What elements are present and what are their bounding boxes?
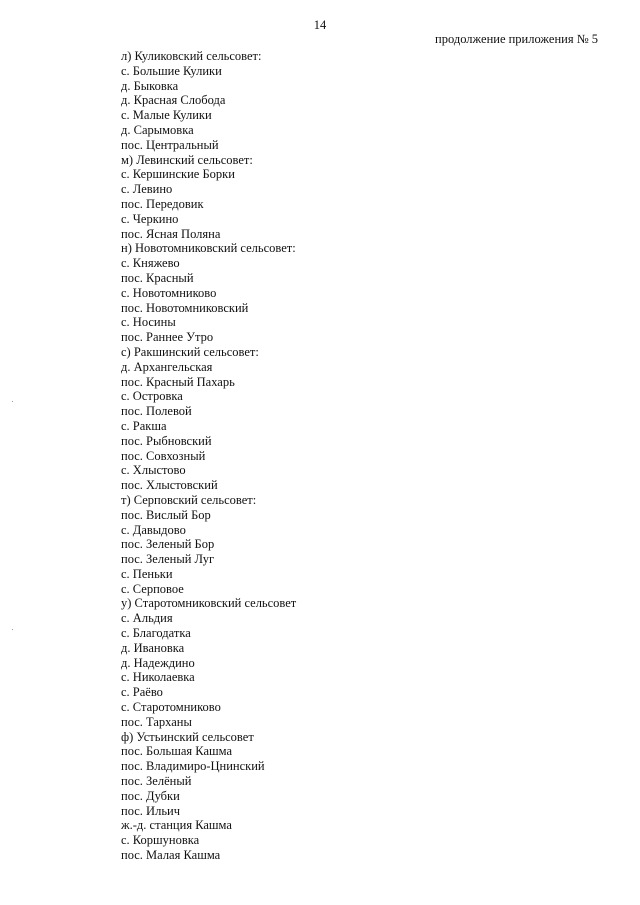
settlement-item: д. Быковка (121, 78, 179, 93)
settlement-item: пос. Центральный (121, 137, 219, 152)
selsovet-heading: м) Левинский сельсовет: (121, 152, 253, 167)
settlement-item: ж.-д. станция Кашма (121, 818, 232, 833)
selsovet-heading: у) Старотомниковский сельсовет (121, 596, 297, 611)
settlement-item: с. Левино (121, 182, 173, 197)
selsovet-heading: с) Ракшинский сельсовет: (121, 344, 259, 359)
selsovet-heading: н) Новотомниковский сельсовет: (121, 241, 296, 256)
settlement-item: с. Ракша (121, 418, 167, 433)
settlement-item: с. Островка (121, 389, 183, 404)
settlement-item: пос. Дубки (121, 788, 180, 803)
settlement-item: с. Большие Кулики (121, 63, 222, 78)
settlement-item: с. Давыдово (121, 522, 186, 537)
settlement-item: с. Старотомниково (121, 700, 221, 715)
settlement-item: пос. Зелёный (121, 774, 192, 789)
margin-mark (12, 401, 13, 402)
settlement-item: пос. Тарханы (121, 714, 192, 729)
settlement-item: пос. Совхозный (121, 448, 206, 463)
settlement-item: д. Архангельская (121, 359, 213, 374)
settlement-item: пос. Красный (121, 270, 194, 285)
settlement-item: д. Надеждино (121, 655, 195, 670)
settlement-item: пос. Ильич (121, 803, 180, 818)
settlement-item: пос. Красный Пахарь (121, 374, 235, 389)
appendix-continuation-label: продолжение приложения № 5 (435, 32, 598, 46)
settlement-item: с. Николаевка (121, 670, 195, 685)
settlement-item: пос. Передовик (121, 196, 204, 211)
settlement-item: пос. Владимиро-Цнинский (121, 759, 265, 774)
settlement-item: пос. Большая Кашма (121, 744, 233, 759)
settlement-item: д. Сарымовка (121, 122, 194, 137)
settlement-item: с. Носины (121, 315, 176, 330)
settlement-item: пос. Зеленый Луг (121, 552, 215, 567)
selsovet-heading: ф) Устьинский сельсовет (121, 729, 254, 744)
settlement-item: пос. Рыбновский (121, 433, 212, 448)
selsovet-heading: т) Серповский сельсовет: (121, 492, 257, 507)
settlement-item: пос. Зеленый Бор (121, 537, 215, 552)
margin-mark (12, 629, 13, 630)
settlement-item: с. Пеньки (121, 566, 173, 581)
settlement-item: пос. Малая Кашма (121, 848, 221, 863)
settlement-item: с. Благодатка (121, 626, 191, 641)
selsovet-heading: л) Куликовский сельсовет: (121, 49, 262, 63)
settlement-item: пос. Ясная Поляна (121, 226, 221, 241)
settlement-item: д. Красная Слобода (121, 93, 226, 108)
settlement-item: с. Альдия (121, 611, 173, 626)
page-number: 14 (313, 18, 327, 32)
settlement-item: пос. Раннее Утро (121, 330, 214, 345)
settlement-item: с. Раёво (121, 685, 163, 700)
settlement-item: с. Серповое (121, 581, 184, 596)
settlement-item: пос. Новотомниковский (121, 300, 249, 315)
settlement-item: пос. Вислый Бор (121, 507, 211, 522)
settlement-item: с. Кершинские Борки (121, 167, 235, 182)
settlement-item: с. Новотомниково (121, 285, 217, 300)
settlement-list (121, 49, 296, 863)
settlement-item: с. Княжево (121, 256, 180, 271)
settlement-item: с. Малые Кулики (121, 108, 212, 123)
settlement-item: д. Ивановка (121, 640, 185, 655)
settlement-item: с. Хлыстово (121, 463, 186, 478)
settlement-item: с. Черкино (121, 211, 179, 226)
settlement-item: пос. Полевой (121, 404, 192, 419)
settlement-item: с. Коршуновка (121, 833, 200, 848)
settlement-item: пос. Хлыстовский (121, 478, 218, 493)
